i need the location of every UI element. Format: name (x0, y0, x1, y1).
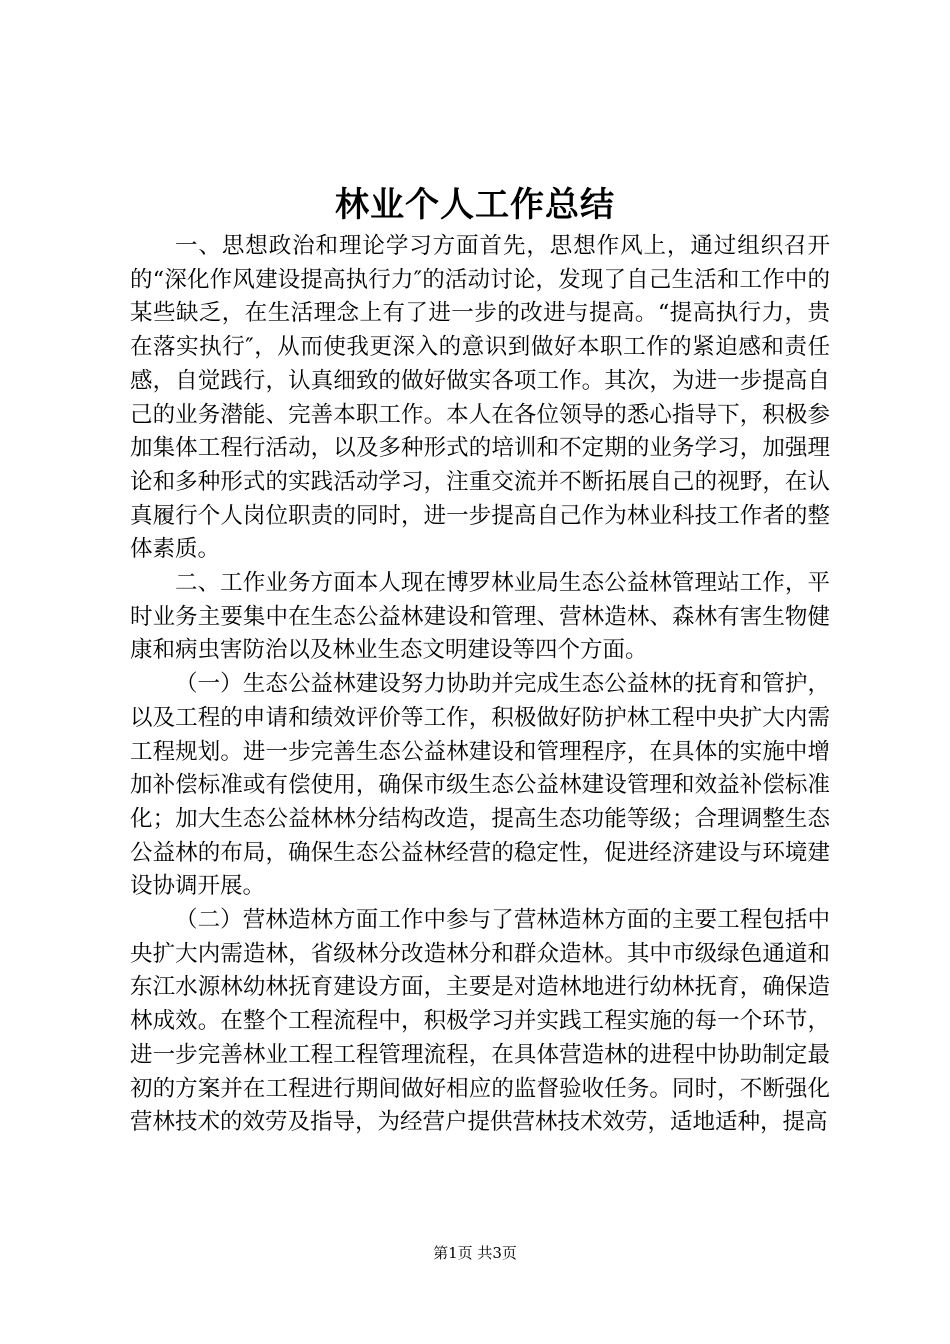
paragraph-4: （二）营林造林方面工作中参与了营林造林方面的主要工程包括中央扩大内需造林，省级林分改造林分和群众造林。其中市级绿色通道和东江水源林幼林抚育建设方面，主要是对造林地进行幼林抚育，确保造林成效。在整个工程流程中，积极学习并实践工程实施的每一个环节，进一步完善林业工程工程管理流程，在具体营造林的进程中协助制定最初的方案并在工程进行期间做好相应的监督验收任务。同时，不断强化营林技术的效劳及指导，为经营户提供营林技术效劳，适地适种，提高 (130, 907, 830, 1136)
document-body (130, 230, 830, 1140)
paragraph-1: 一、思想政治和理论学习方面首先，思想作风上，通过组织召开的“深化作风建设提高执行力″的活动讨论，发现了自己生活和工作中的某些缺乏，在生活理念上有了进一步的改进与提高。“提高执行力，贵在落实执行″，从而使我更深入的意识到做好本职工作的紧迫感和责任感，自觉践行，认真细致的做好做实各项工作。其次，为进一步提高自己的业务潜能、完善本职工作。本人在各位领导的悉心指导下，积极参加集体工程行活动，以及多种形式的培训和不定期的业务学习，加强理论和多种形式的实践活动学习，注重交流并不断拓展自己的视野，在认真履行个人岗位职责的同时，进一步提高自己作为林业科技工作者的整体素质。 (130, 233, 830, 563)
paragraph-2: 二、工作业务方面本人现在博罗林业局生态公益林管理站工作，平时业务主要集中在生态公益林建设和管理、营林造林、森林有害生物健康和病虫害防治以及林业生态文明建设等四个方面。 (130, 570, 830, 664)
document-title: 林业个人工作总结 (335, 185, 615, 225)
paragraph-3: （一）生态公益林建设努力协助并完成生态公益林的抚育和管护，以及工程的申请和绩效评价等工作，积极做好防护林工程中央扩大内需工程规划。进一步完善生态公益林建设和管理程序，在具体的实施中增加补偿标准或有偿使用，确保市级生态公益林建设管理和效益补偿标准化；加大生态公益林林分结构改造，提高生态功能等级；合理调整生态公益林的布局，确保生态公益林经营的稳定性，促进经济建设与环境建设协调开展。 (130, 671, 830, 900)
page-number-footer: 第1页 共3页 (433, 1244, 517, 1262)
